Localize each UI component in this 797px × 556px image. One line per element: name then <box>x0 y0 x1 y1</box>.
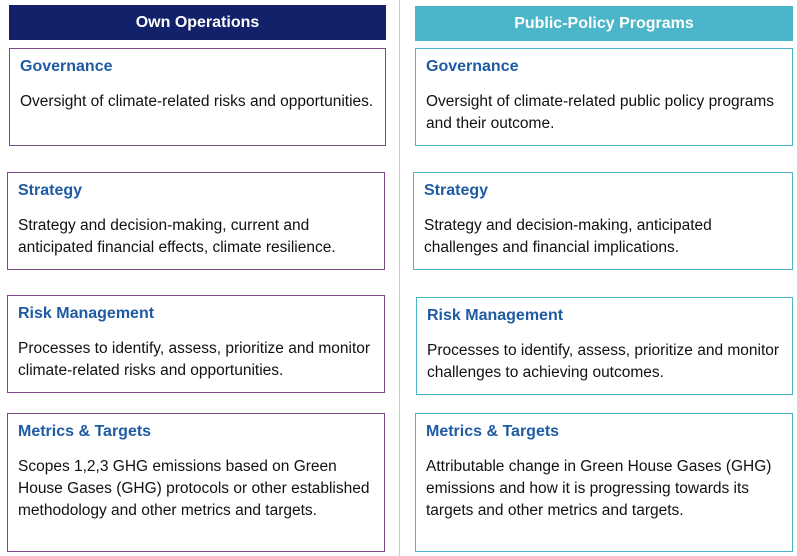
box-text: Oversight of climate-related public policy programs and their outcome. <box>426 93 775 132</box>
public-policy-metrics-targets-box <box>415 413 793 552</box>
box-text: Processes to identify, assess, prioritize and monitor challenges to achieving outcomes. <box>427 342 780 381</box>
own-operations-risk-management-box <box>7 295 385 393</box>
box-text: Strategy and decision-making, anticipated challenges and financial implications. <box>424 217 712 256</box>
box-text: Processes to identify, assess, prioritize and monitor climate-related risks and opportunities. <box>18 340 371 379</box>
own-operations-strategy-box <box>7 172 385 270</box>
own-operations-header <box>9 5 386 40</box>
public-policy-risk-management-box <box>416 297 793 395</box>
box-title: Strategy <box>424 182 489 199</box>
public-policy-governance-box <box>415 48 793 146</box>
box-text: Attributable change in Green House Gases (GHG) emissions and how it is progressing towards its targets and other metrics and targets. <box>426 458 772 519</box>
box-text: Strategy and decision-making, current and anticipated financial effects, climate resilience. <box>18 217 336 256</box>
box-title: Governance <box>20 58 113 75</box>
box-text: Oversight of climate-related risks and opportunities. <box>20 93 374 110</box>
public-policy-programs-header-label: Public-Policy Programs <box>514 14 694 32</box>
public-policy-strategy-box <box>413 172 793 270</box>
box-title: Strategy <box>18 182 83 199</box>
column-divider <box>399 0 400 556</box>
box-title: Risk Management <box>427 307 564 324</box>
box-text: Scopes 1,2,3 GHG emissions based on Green House Gases (GHG) protocols or other established methodology and other metrics and targets. <box>18 458 370 519</box>
own-operations-governance-box <box>9 48 386 146</box>
box-title: Governance <box>426 58 519 75</box>
own-operations-metrics-targets-box <box>7 413 385 552</box>
box-title: Metrics & Targets <box>426 423 560 440</box>
public-policy-programs-header <box>415 6 793 41</box>
box-title: Risk Management <box>18 305 155 322</box>
box-title: Metrics & Targets <box>18 423 152 440</box>
own-operations-header-label: Own Operations <box>135 13 260 31</box>
